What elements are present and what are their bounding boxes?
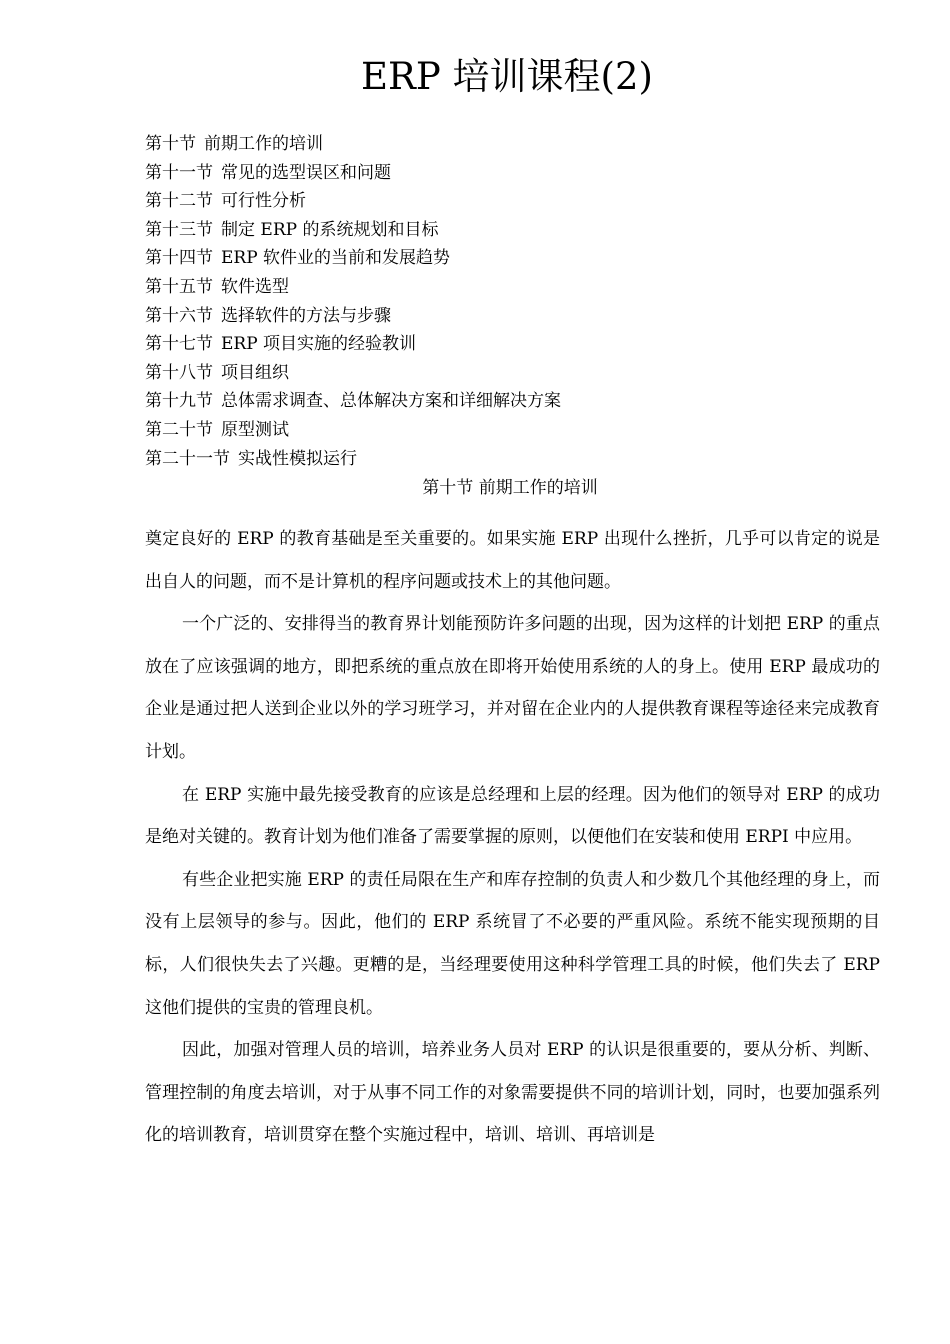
toc-item: [145, 302, 561, 331]
toc-item-title: 实战性模拟运行: [238, 448, 357, 469]
body-paragraph: 奠定良好的 ERP 的教育基础是至关重要的。如果实施 ERP 出现什么挫折，几乎可以肯定的说是出自人的问题，而不是计算机的程序问题或技术上的其他问题。: [145, 529, 880, 592]
toc-item-title: 前期工作的培训: [204, 134, 323, 154]
toc-item: [145, 273, 561, 302]
toc-item-number: 第二十节: [145, 419, 213, 440]
toc-item-title: 常见的选型误区和问题: [221, 162, 391, 183]
table-of-contents: [145, 130, 561, 473]
toc-item-title: ERP 项目实施的经验教训: [221, 334, 417, 355]
section-heading: 第十节 前期工作的培训: [422, 478, 598, 498]
body-paragraph: 在 ERP 实施中最先接受教育的应该是总经理和上层的经理。因为他们的领导对 ERP 的成功是绝对关键的。教育计划为他们准备了需要掌握的原则，以便他们在安装和使用 ERPI 中应用。: [145, 784, 880, 848]
toc-item: [145, 159, 561, 188]
toc-item-title: 选择软件的方法与步骤: [221, 305, 391, 326]
toc-item-title: 可行性分析: [221, 191, 306, 212]
body-paragraph: 因此，加强对管理人员的培训，培养业务人员对 ERP 的认识是很重要的，要从分析、判断、管理控制的角度去培训，对于从事不同工作的对象需要提供不同的培训计划，同时，也要加强系列化的培训教育，培训贯穿在整个实施过程中，培训、培训、再培训是: [145, 1040, 880, 1146]
toc-item-number: 第十节: [145, 134, 196, 154]
toc-item-number: 第二十一节: [145, 448, 230, 469]
toc-item-number: 第十五节: [145, 276, 213, 297]
toc-item-title: ERP 软件业的当前和发展趋势: [221, 248, 451, 269]
toc-item-title: 制定 ERP 的系统规划和目标: [221, 219, 439, 240]
toc-item-title: 总体需求调查、总体解决方案和详细解决方案: [221, 391, 561, 412]
toc-item-title: 软件选型: [221, 276, 289, 297]
toc-item-title: 项目组织: [221, 362, 289, 383]
toc-item-title: 原型测试: [221, 419, 289, 440]
section-body: [145, 518, 880, 1157]
body-paragraph: 一个广泛的、安排得当的教育界计划能预防许多问题的出现，因为这样的计划把 ERP 的重点放在了应该强调的地方，即把系统的重点放在即将开始使用系统的人的身上。使用 ERP 最成功的企业是通过把人送到企业以外的学习班学习，并对留在企业内的人提供教育课程等途径来完成教育计划。: [145, 614, 880, 762]
body-paragraph: 有些企业把实施 ERP 的责任局限在生产和库存控制的负责人和少数几个其他经理的身上，而没有上层领导的参与。因此，他们的 ERP 系统冒了不必要的严重风险。系统不能实现预期的目标，人们很快失去了兴趣。更糟的是，当经理要使用这种科学管理工具的时候，他们失去了 ERP 这他们提供的宝贵的管理良机。: [145, 869, 880, 1018]
toc-item: [145, 387, 561, 416]
document-title: ERP 培训课程(2): [361, 55, 653, 98]
toc-item-number: 第十八节: [145, 362, 213, 383]
toc-item: [145, 445, 561, 474]
toc-item: [145, 244, 561, 273]
toc-item: [145, 416, 561, 445]
toc-item: [145, 330, 561, 359]
toc-item-number: 第十六节: [145, 305, 213, 326]
toc-item-number: 第十一节: [145, 162, 213, 183]
toc-item-number: 第十三节: [145, 219, 213, 240]
toc-item: [145, 187, 561, 216]
toc-item: [145, 359, 561, 388]
toc-item: [145, 130, 561, 159]
toc-item-number: 第十九节: [145, 391, 213, 412]
toc-item-number: 第十四节: [145, 248, 213, 269]
toc-item-number: 第十七节: [145, 334, 213, 355]
toc-item: [145, 216, 561, 245]
toc-item-number: 第十二节: [145, 191, 213, 212]
